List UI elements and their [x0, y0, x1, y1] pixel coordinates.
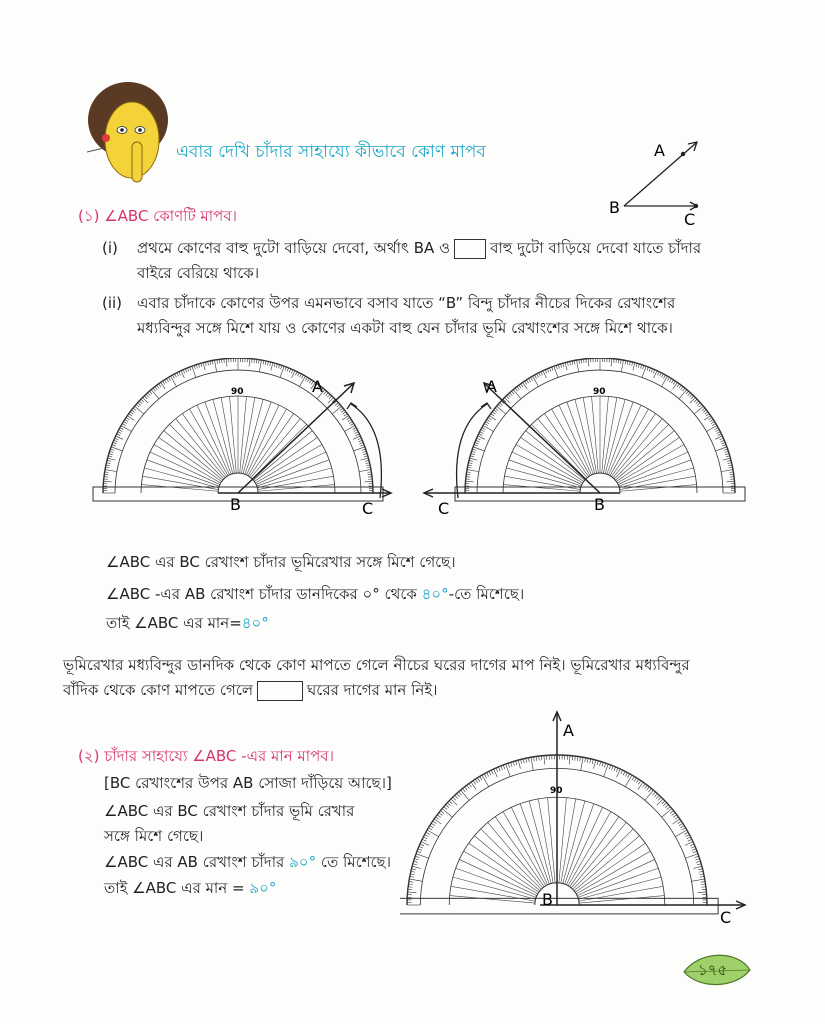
section2-line5 [104, 877, 276, 899]
angle-value-40: ৪০° [241, 614, 269, 632]
protractor-left-measure [420, 358, 750, 518]
proto3-label-a: A [563, 721, 574, 740]
proto1-label-b: B [230, 495, 241, 514]
proto2-mark-90: 90 [593, 387, 606, 397]
proto1-mark-90: 90 [231, 387, 244, 397]
proto1-label-c: C [362, 499, 374, 518]
measure-line2-b: -তে মিশেছে। [448, 585, 525, 603]
page-title: এবার দেখি চাঁদার সাহায্যে কীভাবে কোণ মাপব [176, 142, 486, 162]
proto3-mark-90: 90 [550, 786, 563, 796]
measure-line3-a: তাই ∠ABC এর মান= [106, 614, 242, 632]
step-ii-line1: এবার চাঁদাকে কোণের উপর এমনভাবে বসাব যাতে “B” বিন্দু চাঁদার নীচের দিকের রেখাংশের [137, 294, 676, 312]
angle-label-a: A [654, 141, 665, 160]
proto2-label-b: B [594, 495, 605, 514]
paragraph-line2-b: ঘরের দাগের মান নিই। [307, 681, 438, 699]
blank-answer-box[interactable] [454, 239, 486, 259]
paragraph-line1: ভূমিরেখার মধ্যবিন্দুর ডানদিক থেকে কোণ মাপতে গেলে নীচের ঘরের দাগের মাপ নিই। ভূমিরেখার মধ্যবিন্দুর [63, 656, 690, 674]
proto2-label-c: C [438, 499, 450, 518]
section2-line4-b: তে মিশেছে। [320, 853, 391, 871]
protractor-body [400, 755, 718, 914]
measure-line1: ∠ABC এর BC রেখাংশ চাঁদার ভূমিরেখার সঙ্গে মিশে গেছে। [106, 553, 456, 571]
protractor-right-measure [68, 358, 408, 518]
protractor-body [455, 358, 745, 501]
paragraph-line2 [63, 679, 438, 701]
angle-label-b: B [609, 198, 620, 217]
section2-heading: (২) চাঁদার সাহায্যে ∠ABC -এর মান মাপব। [78, 747, 334, 765]
section2-line4-a: ∠ABC এর AB রেখাংশ চাঁদার [104, 853, 285, 871]
angle-value-90: ৯০° [249, 879, 277, 897]
step-i-line2: বাইরে বেরিয়ে থাকে। [137, 264, 260, 282]
protractor-right-angle [400, 705, 760, 930]
proto1-label-a: A [312, 377, 323, 396]
step-i-text-b: বাহু দুটো বাড়িয়ে দেবো যাতে চাঁদার [490, 239, 702, 257]
step-i-number: (i) [102, 239, 118, 257]
proto2-label-a: A [486, 377, 497, 396]
section2-line1: [BC রেখাংশের উপর AB সোজা দাঁড়িয়ে আছে।] [104, 774, 392, 792]
step-i-line1 [137, 237, 701, 259]
section1-heading: (১) ∠ABC কোণটি মাপব। [78, 207, 237, 225]
section2-value-90: ৯০° [289, 853, 317, 871]
protractor-body [93, 358, 383, 501]
measure-value-40: ৪০° [421, 585, 449, 603]
step-ii-line2: মধ্যবিন্দুর সঙ্গে মিশে যায় ও কোণের একটা বাহু যেন চাঁদার ভূমি রেখাংশের সঙ্গে মিশে থাকে। [137, 319, 673, 337]
paragraph-line2-a: বাঁদিক থেকে কোণ মাপতে গেলে [63, 681, 254, 699]
measure-line3 [106, 612, 269, 634]
page-number: ১৭৫ [698, 961, 728, 979]
angle-abc-figure [600, 135, 720, 225]
section2-line5-a: তাই ∠ABC এর মান = [104, 879, 245, 897]
measure-line2-a: ∠ABC -এর AB রেখাংশ চাঁদার ডানদিকের ০° থেকে [106, 585, 417, 603]
proto3-label-b: B [542, 890, 553, 909]
step-i-text-a: প্রথমে কোণের বাহু দুটো বাড়িয়ে দেবো, অর্থাৎ BA ও [137, 239, 451, 257]
thinking-girl-illustration [82, 80, 177, 192]
step-ii-number: (ii) [102, 294, 123, 312]
section2-line2: ∠ABC এর BC রেখাংশ চাঁদার ভূমি রেখার [104, 802, 355, 820]
blank-answer-box-2[interactable] [257, 681, 303, 701]
proto3-label-c: C [720, 908, 732, 927]
measure-line2 [106, 583, 524, 605]
section2-line4 [104, 851, 391, 873]
angle-label-c: C [684, 210, 696, 225]
section2-line3: সঙ্গে মিশে গেছে। [104, 827, 204, 845]
